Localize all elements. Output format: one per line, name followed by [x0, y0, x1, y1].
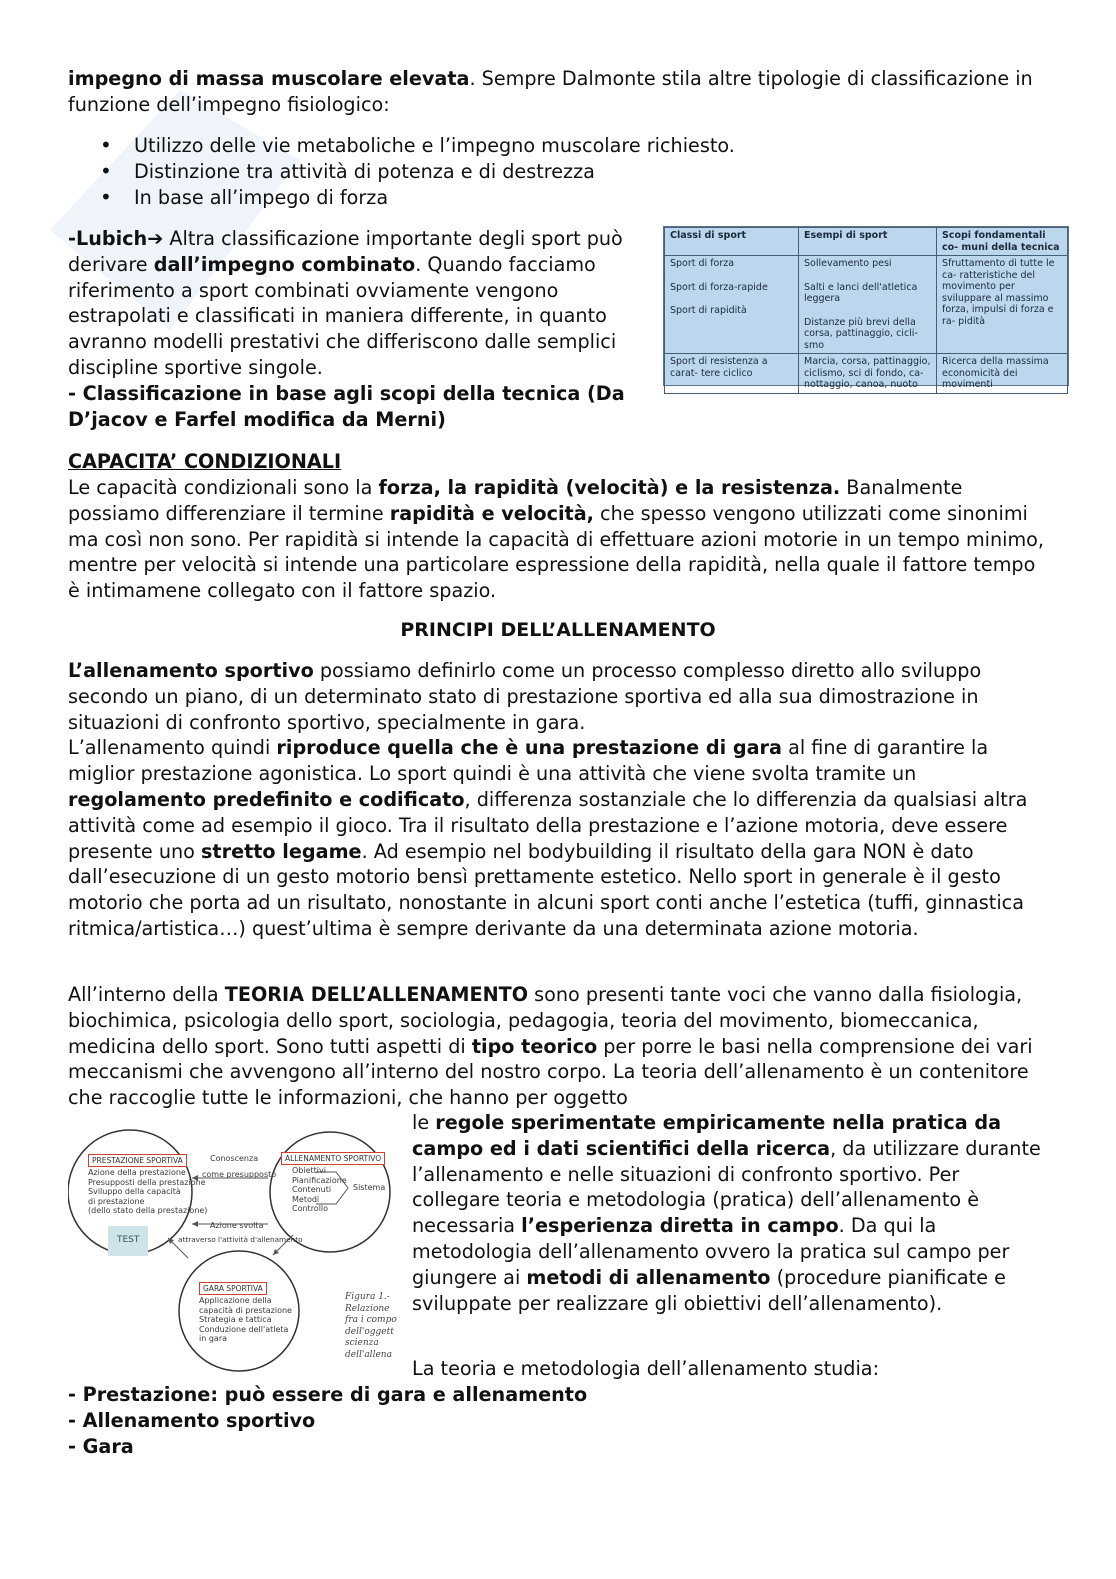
test-label: TEST	[108, 1226, 148, 1256]
list-item: - Prestazione: può essere di gara e allenamento	[68, 1383, 588, 1406]
teoria-paragraph: All’interno della TEORIA DELL’ALLENAMENTO sono presenti tante voci che vanno dalla fisiologia, biochimica, psicologia dello sport, sociologia, pedagogia, teoria del movimento, biomeccanica, medicina dello sport. Sono tutti aspetti di tipo teorico per porre le basi nella comprensione dei vari meccanismi che avvengono all’interno del nostro corpo. La teoria dell’allenamento è un contenitore che raccoglie tutte le informazioni, che hanno per oggetto	[68, 983, 1033, 1110]
studia-list	[68, 1382, 587, 1459]
table-header: Scopi fondamentali co- muni della tecnica	[937, 228, 1068, 256]
capacita-paragraph: Le capacità condizionali sono la forza, la rapidità (velocità) e la resistenza. Banalmente possiamo differenziare il termine rapidità e velocità, che spesso vengono utilizzati come sinonimi ma così non sono. Per rapidità si intende la capacità di effettuare azioni motorie in un tempo minimo, mentre per velocità si intende una particolare espressione della rapidità, nella quale il fattore tempo è intimamene collegato con il fattore spazio.	[68, 476, 1045, 603]
attraverso-label: attraverso l'attività d'allenamento	[178, 1235, 303, 1244]
principi-heading: PRINCIPI DELL’ALLENAMENTO	[400, 619, 716, 641]
presuppone-label: come presupposto	[202, 1170, 277, 1179]
conoscenza-label: Conoscenza	[210, 1154, 259, 1163]
azione-label: Azione svolta	[210, 1221, 264, 1230]
table-cell: Sport di resistenza a carat- tere ciclico	[665, 354, 799, 394]
studia-line: La teoria e metodologia dell’allenamento studia:	[412, 1357, 880, 1380]
allenamento-box: ALLENAMENTO SPORTIVO	[281, 1152, 385, 1165]
list-item: • In base all’impego di forza	[100, 185, 735, 211]
principi-paragraph: L’allenamento sportivo possiamo definirlo come un processo complesso diretto allo sviluppo secondo un piano, di un determinato stato di prestazione sportiva ed alla sua dimostrazione in situazioni di confronto sportivo, specialmente in gara. L’allenamento quindi riproduce quella che è una prestazione di gara al fine di garantire la miglior prestazione agonistica. Lo sport quindi è una attività che viene svolta tramite un regolamento predefinito e codificato, differenza sostanziale che lo differenzia da qualsiasi altra attività come ad esempio il gioco. Tra il risultato della prestazione e l’azione motoria, deve essere presente uno stretto legame. Ad esempio nel bodybuilding il risultato della gara NON è dato dall’esecuzione di un gesto motorio bensì prettamente estetico. Nello sport in generale è il gesto motorio che porta ad un risultato, nonostante in alcuni sport conti anche l’estetica (tuffi, ginnastica ritmica/artistica…) quest’ultima è sempre derivante da una determinata azione motoria.	[68, 659, 1028, 940]
table-cell: Sport di forza Sport di forza-rapide Sport di rapidità	[665, 256, 799, 354]
table-cell: Sollevamento pesi Salti e lanci dell'atletica leggera Distanze più brevi della corsa, pattinaggio, cicli- smo	[799, 256, 937, 354]
allenamento-items: Obiettivi Pianificazione Contenuti Metodi Controllo	[292, 1166, 347, 1213]
list-item: - Gara	[68, 1434, 134, 1458]
table-cell: Sfruttamento di tutte le ca- ratteristiche del movimento per sviluppare al massimo forza, impulsi di forza e ra- pidità	[937, 256, 1068, 354]
prestazione-items: Azione della prestazione Presupposti della prestazione Sviluppo della capacità di prestazione (dello stato della prestazione)	[88, 1168, 208, 1215]
list-item: • Distinzione tra attività di potenza e di destrezza	[100, 159, 735, 185]
teoria-paragraph-right: le regole sperimentate empiricamente nella pratica da campo ed i dati scientifici della ricerca, da utilizzare durante l’allenamento e nelle situazioni di confronto sportivo. Per collegare teoria e metodologia (pratica) dell’allenamento è necessaria l’esperienza diretta in campo. Da qui la metodologia dell’allenamento ovvero la pratica sul campo per giungere ai metodi di allenamento (procedure pianificate e sviluppate per realizzare gli obiettivi dell’allenamento).	[412, 1111, 1041, 1315]
intro-paragraph: impegno di massa muscolare elevata. Sempre Dalmonte stila altre tipologie di classificazione in funzione dell’impegno fisiologico:	[68, 67, 1033, 116]
table-header: Esempi di sport	[799, 228, 937, 256]
list-item: • Utilizzo delle vie metaboliche e l’impegno muscolare richiesto.	[100, 133, 735, 159]
sport-classification-table	[663, 226, 1069, 390]
training-relationship-diagram	[68, 1120, 404, 1382]
prestazione-box: PRESTAZIONE SPORTIVA	[88, 1154, 187, 1167]
sistema-label: Sistema	[353, 1183, 386, 1192]
table-cell: Marcia, corsa, pattinaggio, ciclismo, sci di fondo, ca- nottaggio, canoa, nuoto	[799, 354, 937, 394]
table-cell: Ricerca della massima economicità dei movimenti	[937, 354, 1068, 394]
gara-items: Applicazione della capacità di prestazione Strategia e tattica Conduzione dell'atleta in gara	[199, 1296, 292, 1343]
classification-list	[100, 133, 735, 210]
list-item: - Allenamento sportivo	[68, 1408, 316, 1432]
figure-caption: Figura 1.- Relazione fra i compo dell'oggett scienza dell'allena	[345, 1292, 397, 1360]
capacita-heading: CAPACITA’ CONDIZIONALI	[68, 450, 342, 473]
gara-box: GARA SPORTIVA	[199, 1282, 267, 1295]
table-header: Classi di sport	[665, 228, 799, 256]
lubich-paragraph: -Lubich➔ Altra classificazione importante degli sport può derivare dall’impegno combinato. Quando facciamo riferimento a sport combinati ovviamente vengono estrapolati e classificati in maniera differente, in quanto avranno modelli prestativi che differiscono dalle semplici discipline sportive singole. - Classificazione in base agli scopi della tecnica (Da D’jacov e Farfel modifica da Merni)	[68, 227, 625, 431]
